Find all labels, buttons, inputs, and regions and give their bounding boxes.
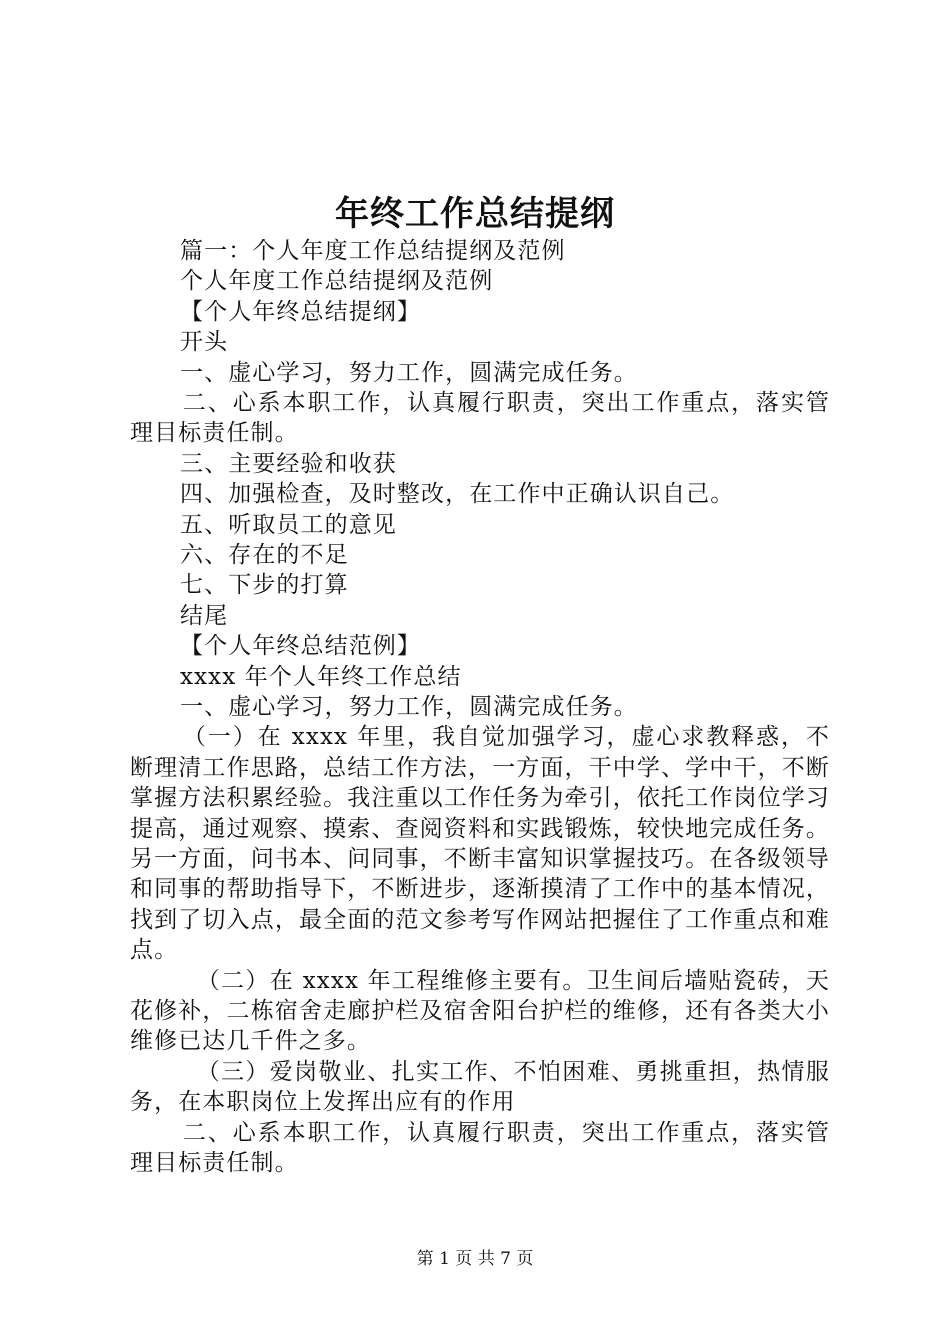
- text-line: 五、听取员工的意见: [180, 511, 397, 538]
- text-line: 结尾: [180, 602, 229, 629]
- text-line: 【个人年终总结提纲】: [180, 298, 421, 325]
- page-footer: 第 1 页 共 7 页: [416, 1249, 534, 1269]
- text-line: 六、存在的不足: [180, 541, 349, 568]
- text-line: 三、主要经验和收获: [180, 450, 397, 477]
- paragraph-one: （一）在 xxxx 年里，我自觉加强学习，虚心求教释惑，不断理清工作思路，总结工作方法，一方面，干中学、学中干，不断掌握方法积累经验。我注重以工作任务为牵引，依托工作岗位学习提高，通过观察、摸索、查阅资料和实践锻炼，较快地完成任务。另一方面，问书本、问同事，不断丰富知识掌握技巧。在各级领导和同事的帮助指导下，不断进步，逐渐摸清了工作中的基本情况，找到了切入点，最全面的范文参考写作网站把握住了工作重点和难点。: [130, 724, 830, 964]
- paragraph-duty: 二、心系本职工作，认真履行职责，突出工作重点，落实管理目标责任制。: [130, 389, 830, 447]
- paragraph-three: （三）爱岗敬业、扎实工作、不怕困难、勇挑重担，热情服务，在本职岗位上发挥出应有的作用: [130, 1058, 830, 1116]
- page-title: 年终工作总结提纲: [335, 194, 615, 234]
- document-body: [130, 236, 830, 1178]
- paragraph-duty: 二、心系本职工作，认真履行职责，突出工作重点，落实管理目标责任制。: [130, 1119, 830, 1176]
- text-line: 一、虚心学习，努力工作，圆满完成任务。: [180, 359, 638, 386]
- text-line: 四、加强检查，及时整改，在工作中正确认识自己。: [180, 481, 735, 508]
- text-line: 七、下步的打算: [180, 572, 349, 599]
- paragraph-two: （二）在 xxxx 年工程维修主要有。卫生间后墙贴瓷砖，天花修补，二栋宿舍走廊护栏及宿舍阳台护栏的维修，还有各类大小维修已达几千件之多。: [130, 967, 830, 1055]
- text-line: 一、虚心学习，努力工作，圆满完成任务。: [180, 693, 638, 720]
- text-line: 个人年度工作总结提纲及范例: [180, 268, 494, 295]
- text-line: 开头: [180, 329, 229, 356]
- text-line: xxxx 年个人年终工作总结: [180, 663, 462, 690]
- text-line: 篇一：个人年度工作总结提纲及范例: [180, 238, 566, 264]
- text-line: 【个人年终总结范例】: [180, 633, 421, 660]
